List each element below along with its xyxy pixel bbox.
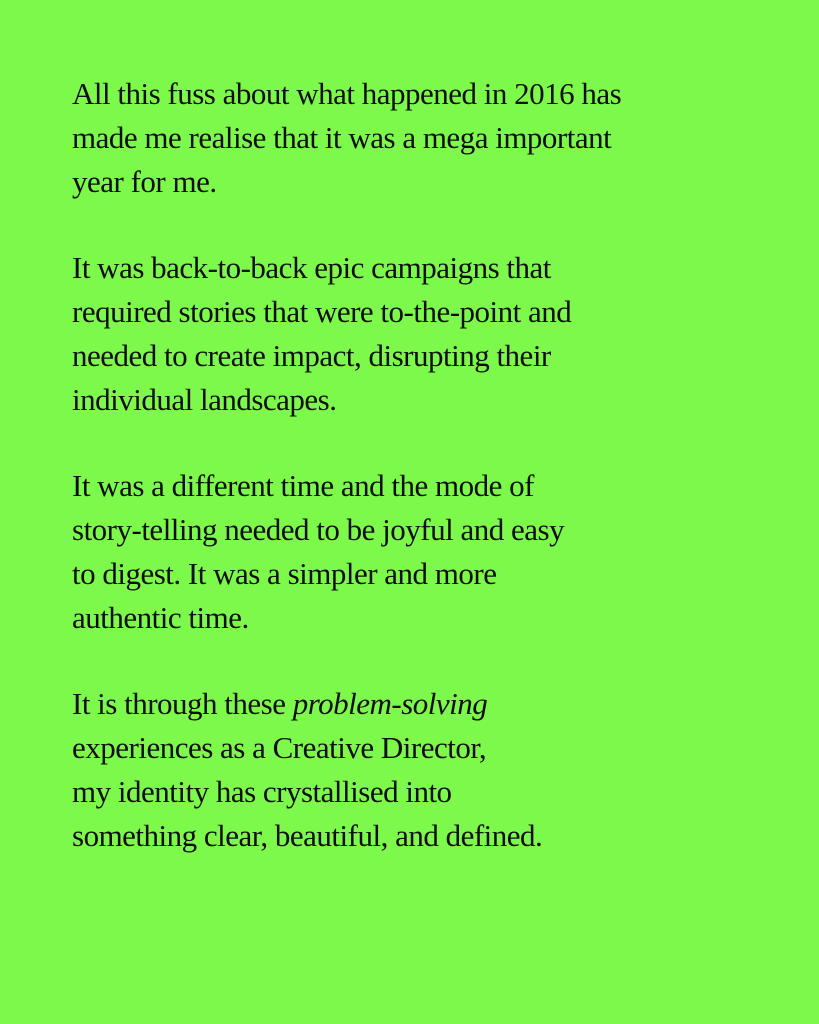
paragraph-line: It was back-to-back epic campaigns that xyxy=(72,250,551,285)
paragraph-4 xyxy=(72,682,772,858)
paragraph-line: individual landscapes. xyxy=(72,382,337,417)
paragraph-2 xyxy=(72,246,772,422)
paragraph-1 xyxy=(72,72,772,204)
paragraph-first-line xyxy=(72,682,772,726)
paragraph-line: something clear, beautiful, and defined. xyxy=(72,818,543,853)
paragraph-line: All this fuss about what happened in 2016 has xyxy=(72,76,622,111)
paragraph-line: my identity has crystallised into xyxy=(72,774,452,809)
emphasized-phrase: problem-solving xyxy=(292,686,488,721)
paragraph-line: made me realise that it was a mega important xyxy=(72,120,612,155)
paragraph-line: authentic time. xyxy=(72,600,249,635)
paragraph-line: required stories that were to-the-point and xyxy=(72,294,572,329)
text-block xyxy=(72,72,772,900)
paragraph-line: to digest. It was a simpler and more xyxy=(72,556,497,591)
paragraph-line: It was a different time and the mode of xyxy=(72,468,534,503)
paragraph-line: needed to create impact, disrupting their xyxy=(72,338,551,373)
paragraph-line-prefix: It is through these xyxy=(72,686,293,721)
paragraph-3 xyxy=(72,464,772,640)
paragraph-line: story-telling needed to be joyful and easy xyxy=(72,512,565,547)
paragraph-line: year for me. xyxy=(72,164,217,199)
paragraph-line: experiences as a Creative Director, xyxy=(72,730,487,765)
